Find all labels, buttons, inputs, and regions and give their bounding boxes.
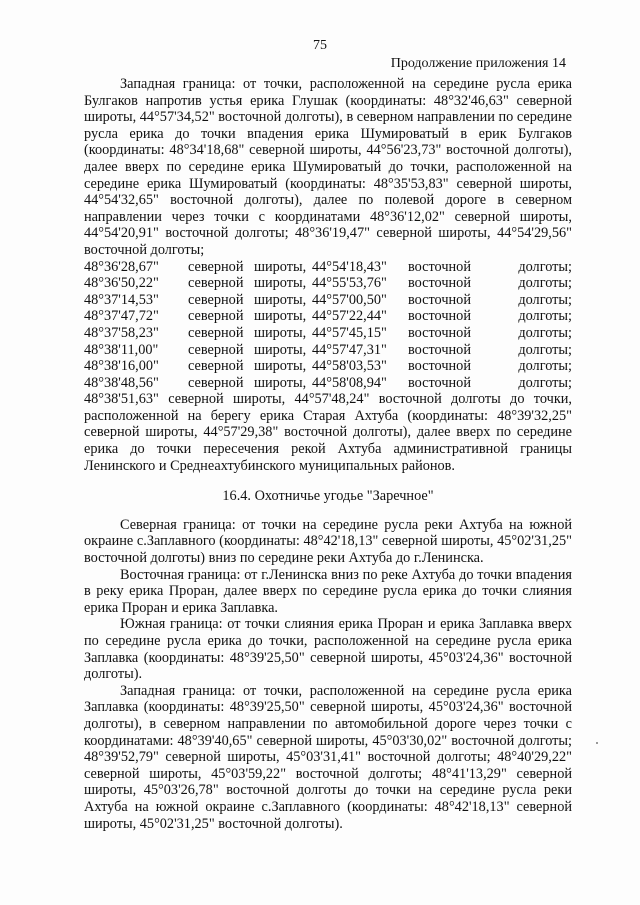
west-boundary: Западная граница: от точки, расположенной на середине русла ерика Заплавка (координаты: 48°39'25,50" северной широты, 45°03'24,36" восточной долготы), в северном направлении по автомобильной дороге через точки с координатами: 48°39'40,65" северной широты, 45°03'30,02" восточной долготы; 48°39'52,79" северной широты, 45°03'31,41" восточной долготы; 48°40'29,22" северной широты, 45°03'59,22" восточной долготы; 48°41'13,29" северной широты, 45°03'26,78" восточной долготы до точки на середине русла реки Ахтуба на южной окраине с.Заплавного (координаты: 48°42'18,13" северной широты, 45°02'31,25" восточной долготы).	[84, 682, 572, 832]
coordinate-lat-label: северной	[188, 308, 244, 325]
coordinate-lon-label: восточной	[408, 324, 471, 341]
coordinate-lon: 44°57'47,31"	[312, 341, 387, 358]
west-boundary-outro: 48°38'51,63" северной широты, 44°57'48,24" восточной долготы до точки, расположенной на берегу ерика Старая Ахтуба (координаты: 48°39'32,25" северной широты, 44°57'29,38" восточной долготы), далее вверх по середине ерика до точки пересечения рекой Ахтуба административной границы Ленинского и Среднеахтубинского муниципальных районов.	[84, 391, 572, 474]
coordinate-w1: широты,	[254, 324, 307, 341]
coordinate-lon-label: восточной	[408, 291, 471, 308]
coordinate-lon: 44°57'45,15"	[312, 324, 387, 341]
coordinate-lat-label: северной	[188, 341, 244, 358]
coordinate-lat-label: северной	[188, 291, 244, 308]
coordinate-lat-label: северной	[188, 258, 244, 275]
coordinate-lon-label: восточной	[408, 258, 471, 275]
south-boundary: Южная граница: от точки слияния ерика Проран и ерика Заплавка вверх по середине русла ерика до точки, расположенной на середине русла ерика Заплавка (координаты: 48°39'25,50" северной широты, 45°03'24,36" восточной долготы).	[84, 616, 572, 683]
coordinate-lon-label: восточной	[408, 358, 471, 375]
coordinate-row	[84, 292, 572, 309]
coordinate-lat-label: северной	[188, 374, 244, 391]
coordinate-w2: долготы;	[518, 308, 572, 325]
coordinate-row	[84, 325, 572, 342]
coordinate-lat: 48°36'28,67"	[84, 258, 159, 275]
coordinate-w1: широты,	[254, 258, 307, 275]
coordinate-lat: 48°36'50,22"	[84, 275, 159, 292]
appendix-note: Продолжение приложения 14	[390, 56, 566, 71]
coordinate-lon: 44°58'08,94"	[312, 374, 387, 391]
coordinate-lon: 44°58'03,53"	[312, 358, 387, 375]
coordinate-lon-label: восточной	[408, 275, 471, 292]
coordinate-row	[84, 308, 572, 325]
coordinates-table	[84, 259, 572, 392]
coordinate-w1: широты,	[254, 275, 307, 292]
page-number: 75	[313, 38, 327, 53]
coordinate-lat-label: северной	[188, 275, 244, 292]
coordinate-w2: долготы;	[518, 374, 572, 391]
coordinate-lat: 48°38'48,56"	[84, 374, 159, 391]
coordinate-lon: 44°54'18,43"	[312, 258, 387, 275]
coordinate-lat-label: северной	[188, 324, 244, 341]
east-boundary: Восточная граница: от г.Ленинска вниз по реке Ахтуба до точки впадения в реку ерика Проран, далее вверх по середине русла ерика до точки слияния ерика Проран и ерика Заплавка.	[84, 566, 572, 616]
coordinate-lat-label: северной	[188, 358, 244, 375]
coordinate-lat: 48°38'16,00"	[84, 358, 159, 375]
coordinate-lat: 48°37'14,53"	[84, 291, 159, 308]
scan-speck	[596, 742, 598, 744]
north-boundary: Северная граница: от точки на середине русла реки Ахтуба на южной окраине с.Заплавного (координаты: 48°42'18,13" северной широты, 45°02'31,25" восточной долготы) вниз по середине реки Ахтуба до г.Ленинска.	[84, 516, 572, 567]
coordinate-w2: долготы;	[518, 341, 572, 358]
coordinate-lon: 44°55'53,76"	[312, 275, 387, 292]
coordinate-row	[84, 275, 572, 292]
document-body	[84, 76, 572, 832]
coordinate-w2: долготы;	[518, 275, 572, 292]
coordinate-row	[84, 358, 572, 375]
west-boundary-intro: Западная граница: от точки, расположенной на середине русла ерика Булгаков напротив устья ерика Глушак (координаты: 48°32'46,63" северной широты, 44°57'34,52" восточной долготы), в северном направлении по середине русла ерика до точки впадения ерика Шумироватый в ерик Булгаков (координаты: 48°34'18,68" северной широты, 44°56'23,73" восточной долготы), далее вверх по середине ерика Шумироватый до точки, расположенной на середине ерика Шумироватый (координаты: 48°35'53,83" северной широты, 44°54'32,65" восточной долготы), далее по полевой дороге в северном направлении через точки с координатами 48°36'12,02" северной широты, 44°54'20,91" восточной долготы; 48°36'19,47" северной широты, 44°54'29,56" восточной долготы;	[84, 76, 572, 258]
coordinate-lon: 44°57'00,50"	[312, 291, 387, 308]
coordinate-row	[84, 259, 572, 276]
coordinate-w1: широты,	[254, 358, 307, 375]
coordinate-w2: долготы;	[518, 358, 572, 375]
coordinate-lon-label: восточной	[408, 341, 471, 358]
coordinate-lon-label: восточной	[408, 308, 471, 325]
coordinate-w1: широты,	[254, 308, 307, 325]
coordinate-w2: долготы;	[518, 258, 572, 275]
coordinate-lat: 48°38'11,00"	[84, 341, 159, 358]
coordinate-lon-label: восточной	[408, 374, 471, 391]
coordinate-w1: широты,	[254, 341, 307, 358]
coordinate-lon: 44°57'22,44"	[312, 308, 387, 325]
section-heading: 16.4. Охотничье угодье "Заречное"	[222, 488, 434, 505]
coordinate-row	[84, 342, 572, 359]
coordinate-row	[84, 375, 572, 392]
coordinate-w1: широты,	[254, 374, 307, 391]
coordinate-w2: долготы;	[518, 291, 572, 308]
coordinate-w1: широты,	[254, 291, 307, 308]
coordinate-lat: 48°37'47,72"	[84, 308, 159, 325]
coordinate-w2: долготы;	[518, 324, 572, 341]
coordinate-lat: 48°37'58,23"	[84, 324, 159, 341]
